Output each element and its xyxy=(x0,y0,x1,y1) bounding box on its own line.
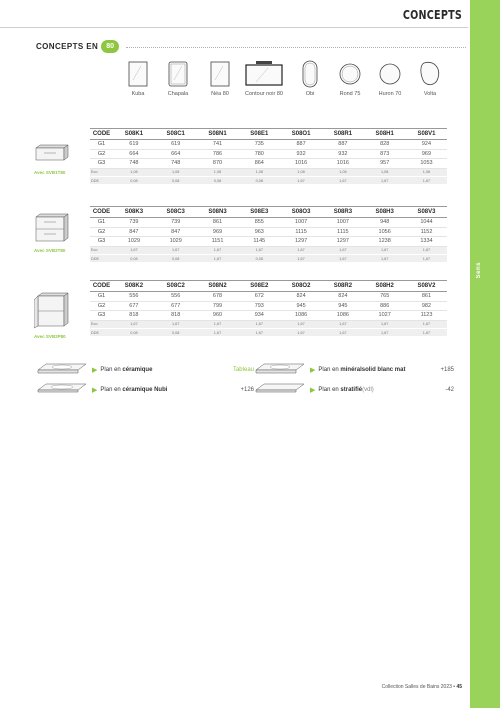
option-suffix: (vdl) xyxy=(362,387,374,393)
cell: 1,67 xyxy=(322,246,364,254)
arrow-icon: ▶ xyxy=(310,367,316,374)
table-row xyxy=(90,218,447,228)
header-cell: S08E1 xyxy=(238,129,280,140)
row-code: Eco xyxy=(90,246,113,254)
header-cell: S08N1 xyxy=(197,129,239,140)
page-title: CONCEPTS xyxy=(402,8,462,22)
cell: 1,67 xyxy=(155,246,197,254)
cell: 799 xyxy=(197,301,239,311)
cell: 1,67 xyxy=(238,320,280,328)
section-label: CONCEPTS EN xyxy=(36,42,99,51)
cell: 1,67 xyxy=(113,320,155,328)
table-row xyxy=(90,140,447,150)
cell: 672 xyxy=(238,292,280,302)
cell: 960 xyxy=(197,311,239,321)
cell: 969 xyxy=(197,227,239,237)
cell: 963 xyxy=(238,227,280,237)
option-prefix: Plan en xyxy=(100,367,121,373)
cell: 1,67 xyxy=(322,328,364,336)
option-material: stratifié xyxy=(340,387,363,393)
table-row xyxy=(90,159,447,169)
cell: 824 xyxy=(280,292,322,302)
cell: 0,08 xyxy=(113,328,155,336)
cell: 1,08 xyxy=(280,168,322,176)
mirror-name: Volta xyxy=(423,91,437,97)
header-cell: S08C1 xyxy=(155,129,197,140)
mirror-kuba-icon xyxy=(127,60,149,88)
header-cell: S08C3 xyxy=(155,207,197,218)
option-prefix: Plan en xyxy=(318,367,339,373)
cell: 1,67 xyxy=(322,320,364,328)
arrow-icon: ▶ xyxy=(92,387,98,394)
table-row-dde xyxy=(90,254,447,262)
cell: 1,67 xyxy=(197,254,239,262)
table-header xyxy=(90,129,447,140)
cell: 1,67 xyxy=(155,320,197,328)
heading-dots xyxy=(126,47,466,48)
section-badge: 80 xyxy=(101,40,119,53)
mirror-name: Contour noir 80 xyxy=(245,91,283,97)
cell: 0,08 xyxy=(113,176,155,184)
cabinet-caption: Avec SVB1T80 xyxy=(34,170,66,175)
header-cell: S08H3 xyxy=(364,207,406,218)
side-label: Sens xyxy=(476,262,482,279)
table-row xyxy=(90,227,447,237)
cell: 1007 xyxy=(322,218,364,228)
cell: 741 xyxy=(197,140,239,150)
cabinet-svb2t80 xyxy=(34,212,70,253)
cell: 748 xyxy=(113,159,155,169)
cell: 887 xyxy=(280,140,322,150)
row-code: G1 xyxy=(90,292,113,302)
table-row-dde xyxy=(90,176,447,184)
option-price: +185 xyxy=(440,367,454,373)
header-cell: S08R1 xyxy=(322,129,364,140)
cell: 1334 xyxy=(406,237,448,247)
cabinet-svb1t80-icon xyxy=(34,142,70,168)
footer xyxy=(382,684,462,690)
header-cell: S08E3 xyxy=(238,207,280,218)
cell: 1,67 xyxy=(406,328,448,336)
header-cell: S08R3 xyxy=(322,207,364,218)
header-cell: S08C2 xyxy=(155,281,197,292)
header-cell: S08N2 xyxy=(197,281,239,292)
cell: 0,08 xyxy=(238,176,280,184)
header-cell: S08O3 xyxy=(280,207,322,218)
plan-stratifie-image xyxy=(254,380,306,396)
mirror-huron xyxy=(370,60,410,120)
option-material: céramique xyxy=(122,367,153,373)
cell: 1,67 xyxy=(280,328,322,336)
cell: 1115 xyxy=(280,227,322,237)
cabinet-caption: Avec SVB2T80 xyxy=(34,248,66,253)
cell: 932 xyxy=(322,149,364,159)
cell: 1,67 xyxy=(364,320,406,328)
cell: 786 xyxy=(197,149,239,159)
cell: 1,08 xyxy=(155,168,197,176)
row-code: G2 xyxy=(90,149,113,159)
cell: 847 xyxy=(113,227,155,237)
cabinet-caption: Avec SVB2P80 xyxy=(34,334,66,339)
option-mineralsolid xyxy=(310,364,454,376)
cell: 1,67 xyxy=(364,254,406,262)
cell: 1,67 xyxy=(406,254,448,262)
cell: 828 xyxy=(364,140,406,150)
cell: 0,08 xyxy=(155,176,197,184)
row-code: G3 xyxy=(90,237,113,247)
cell: 1,67 xyxy=(280,254,322,262)
cell: 932 xyxy=(280,149,322,159)
mirror-rond xyxy=(330,60,370,120)
mirror-obi-icon xyxy=(299,60,321,88)
row-code: G2 xyxy=(90,301,113,311)
table-row xyxy=(90,292,447,302)
price-table-3 xyxy=(90,280,447,337)
mirror-rond-icon xyxy=(338,60,362,88)
header-cell: S08N3 xyxy=(197,207,239,218)
row-code: DDE xyxy=(90,176,113,184)
header-cell: S08V3 xyxy=(406,207,448,218)
cell: 1,67 xyxy=(406,320,448,328)
cell: 556 xyxy=(113,292,155,302)
cell: 1029 xyxy=(155,237,197,247)
header-cell: S08O1 xyxy=(280,129,322,140)
option-price: +126 xyxy=(240,387,254,393)
cell: 934 xyxy=(238,311,280,321)
cell: 1027 xyxy=(364,311,406,321)
mirror-nea-icon xyxy=(208,60,232,88)
row-code: DDE xyxy=(90,254,113,262)
cell: 824 xyxy=(322,292,364,302)
option-price: Tableau xyxy=(232,367,254,373)
cell: 1,08 xyxy=(406,168,448,176)
table-header xyxy=(90,281,447,292)
cell: 1,08 xyxy=(322,168,364,176)
cell: 855 xyxy=(238,218,280,228)
table-header xyxy=(90,207,447,218)
cell: 1,67 xyxy=(197,246,239,254)
cell: 619 xyxy=(113,140,155,150)
table-row xyxy=(90,237,447,247)
side-bar xyxy=(470,0,500,708)
option-prefix: Plan en xyxy=(318,387,339,393)
mirror-chapala xyxy=(158,60,198,120)
footer-text: Collection Salles de Bains 2023 • xyxy=(381,684,456,690)
mirror-name: Chapala xyxy=(167,91,189,97)
cell: 1,67 xyxy=(280,246,322,254)
cell: 1086 xyxy=(280,311,322,321)
arrow-icon: ▶ xyxy=(310,387,316,394)
table-row-dde xyxy=(90,328,447,336)
cell: 677 xyxy=(155,301,197,311)
cabinet-svb1t80 xyxy=(34,142,70,175)
cell: 924 xyxy=(406,140,448,150)
mirror-volta-icon xyxy=(418,60,442,88)
header-cell: CODE xyxy=(90,207,113,218)
cell: 1,08 xyxy=(238,168,280,176)
cabinet-svb2p80 xyxy=(34,290,70,339)
cell: 556 xyxy=(155,292,197,302)
cell: 748 xyxy=(155,159,197,169)
cell: 0,08 xyxy=(155,328,197,336)
header-cell: S08K2 xyxy=(113,281,155,292)
page-number: 45 xyxy=(456,684,462,690)
header-cell: S08K1 xyxy=(113,129,155,140)
cell: 818 xyxy=(155,311,197,321)
cell: 864 xyxy=(238,159,280,169)
cabinet-svb2p80-icon xyxy=(34,290,72,332)
cell: 847 xyxy=(155,227,197,237)
option-material: minéralsolid blanc mat xyxy=(340,367,406,373)
cell: 886 xyxy=(364,301,406,311)
mirror-obi xyxy=(290,60,330,120)
cell: 619 xyxy=(155,140,197,150)
cell: 1,67 xyxy=(113,246,155,254)
section-heading xyxy=(36,40,119,53)
row-code: G3 xyxy=(90,159,113,169)
cell: 1,67 xyxy=(322,254,364,262)
table-row-eco xyxy=(90,246,447,254)
header-cell: S08O2 xyxy=(280,281,322,292)
cell: 1086 xyxy=(322,311,364,321)
cell: 765 xyxy=(364,292,406,302)
cell: 0,08 xyxy=(113,254,155,262)
header-cell: S08E2 xyxy=(238,281,280,292)
row-code: Eco xyxy=(90,320,113,328)
cell: 0,08 xyxy=(197,176,239,184)
cell: 1,08 xyxy=(113,168,155,176)
cell: 1,67 xyxy=(197,328,239,336)
header-cell: CODE xyxy=(90,129,113,140)
option-ceramique xyxy=(92,364,254,376)
cell: 735 xyxy=(238,140,280,150)
header-cell: S08H1 xyxy=(364,129,406,140)
cabinet-svb2t80-icon xyxy=(34,212,70,246)
cell: 1,67 xyxy=(280,176,322,184)
cell: 982 xyxy=(406,301,448,311)
price-table-2 xyxy=(90,206,447,263)
cell: 1044 xyxy=(406,218,448,228)
title-rule xyxy=(0,27,468,28)
row-code: G1 xyxy=(90,218,113,228)
cell: 1,67 xyxy=(406,246,448,254)
cell: 1115 xyxy=(322,227,364,237)
cell: 948 xyxy=(364,218,406,228)
cell: 1007 xyxy=(280,218,322,228)
row-code: Eco xyxy=(90,168,113,176)
row-code: G1 xyxy=(90,140,113,150)
mirror-name: Obi xyxy=(305,91,315,97)
cell: 1,67 xyxy=(197,320,239,328)
option-material: céramique Nubi xyxy=(122,387,168,393)
table-row xyxy=(90,311,447,321)
cell: 969 xyxy=(406,149,448,159)
table-row xyxy=(90,149,447,159)
cell: 957 xyxy=(364,159,406,169)
plan-mineralsolid-image xyxy=(254,360,306,376)
price-table-1 xyxy=(90,128,447,185)
mirror-chapala-icon xyxy=(166,60,190,88)
table-row-eco xyxy=(90,168,447,176)
cell: 1029 xyxy=(113,237,155,247)
cell: 945 xyxy=(280,301,322,311)
mirror-name: Rond 75 xyxy=(339,91,361,97)
cell: 887 xyxy=(322,140,364,150)
cell: 1,67 xyxy=(364,328,406,336)
option-price: -42 xyxy=(445,387,454,393)
cell: 1,67 xyxy=(280,320,322,328)
cell: 1297 xyxy=(322,237,364,247)
cell: 739 xyxy=(113,218,155,228)
mirror-name: Néa 80 xyxy=(211,91,229,97)
cell: 1,08 xyxy=(364,168,406,176)
cell: 1145 xyxy=(238,237,280,247)
cell: 664 xyxy=(155,149,197,159)
mirror-volta xyxy=(410,60,450,120)
cell: 739 xyxy=(155,218,197,228)
cell: 0,08 xyxy=(238,254,280,262)
table-row-eco xyxy=(90,320,447,328)
header-cell: S08R2 xyxy=(322,281,364,292)
cell: 793 xyxy=(238,301,280,311)
mirror-nea xyxy=(200,60,240,120)
cell: 1297 xyxy=(280,237,322,247)
cell: 780 xyxy=(238,149,280,159)
cell: 1053 xyxy=(406,159,448,169)
cell: 0,08 xyxy=(155,254,197,262)
mirror-contour-icon xyxy=(242,60,286,88)
cell: 818 xyxy=(113,311,155,321)
arrow-icon: ▶ xyxy=(92,367,98,374)
cell: 664 xyxy=(113,149,155,159)
row-code: DDE xyxy=(90,328,113,336)
cell: 861 xyxy=(406,292,448,302)
cell: 1,67 xyxy=(364,176,406,184)
header-cell: S08H2 xyxy=(364,281,406,292)
cell: 945 xyxy=(322,301,364,311)
mirror-contour xyxy=(240,60,288,120)
cell: 1,08 xyxy=(197,168,239,176)
cell: 677 xyxy=(113,301,155,311)
row-code: G2 xyxy=(90,227,113,237)
plan-ceramique-nubi-image xyxy=(36,380,88,396)
cell: 1,67 xyxy=(406,176,448,184)
cell: 1123 xyxy=(406,311,448,321)
mirror-kuba xyxy=(118,60,158,120)
mirror-name: Kuba xyxy=(131,91,145,97)
mirror-name: Huron 70 xyxy=(378,91,402,97)
cell: 678 xyxy=(197,292,239,302)
option-stratifie xyxy=(310,384,454,396)
row-code: G3 xyxy=(90,311,113,321)
header-cell: CODE xyxy=(90,281,113,292)
cell: 873 xyxy=(364,149,406,159)
cell: 861 xyxy=(197,218,239,228)
header-cell: S08V2 xyxy=(406,281,448,292)
mirror-huron-icon xyxy=(378,60,402,88)
table-row xyxy=(90,301,447,311)
cell: 1151 xyxy=(197,237,239,247)
cell: 1016 xyxy=(322,159,364,169)
cell: 1,67 xyxy=(238,328,280,336)
cell: 1,67 xyxy=(238,246,280,254)
cell: 1,67 xyxy=(322,176,364,184)
cell: 1152 xyxy=(406,227,448,237)
option-ceramique-nubi xyxy=(92,384,254,396)
cell: 870 xyxy=(197,159,239,169)
cell: 1238 xyxy=(364,237,406,247)
mirror-gallery xyxy=(118,60,468,120)
header-cell: S08K3 xyxy=(113,207,155,218)
header-cell: S08V1 xyxy=(406,129,448,140)
cell: 1016 xyxy=(280,159,322,169)
option-prefix: Plan en xyxy=(100,387,121,393)
cell: 1,67 xyxy=(364,246,406,254)
plan-ceramique-image xyxy=(36,360,88,376)
cell: 1056 xyxy=(364,227,406,237)
